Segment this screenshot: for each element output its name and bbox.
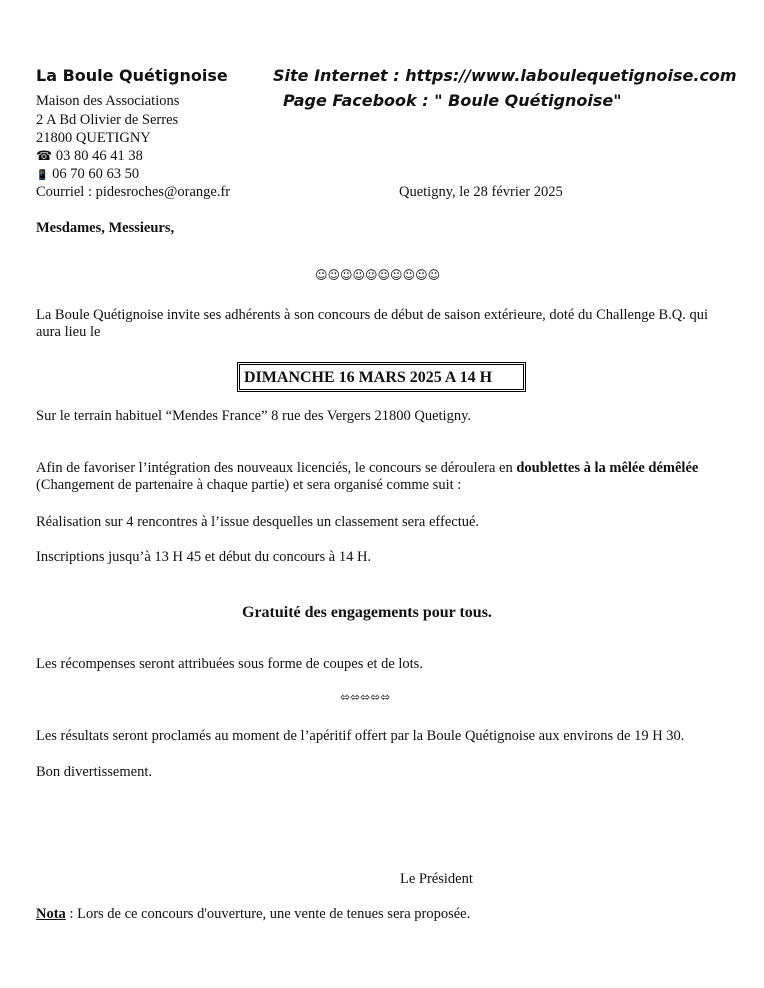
format-text-end: (Changement de partenaire à chaque partie) et sera organisé comme suit : bbox=[36, 477, 462, 493]
address-line-2: 2 A Bd Olivier de Serres bbox=[36, 112, 179, 128]
format-paragraph bbox=[36, 460, 736, 494]
date-line: Quetigny, le 28 février 2025 bbox=[399, 184, 563, 200]
org-name: La Boule Quétignoise bbox=[36, 66, 228, 85]
mobile-icon: 📱 bbox=[36, 170, 49, 181]
signature: Le Président bbox=[400, 871, 473, 887]
phone-icon: ☎ bbox=[36, 149, 53, 164]
location-paragraph: Sur le terrain habituel “Mendes France” 8 rue des Vergers 21800 Quetigny. bbox=[36, 408, 472, 424]
facebook-line: Page Facebook : " Boule Quétignoise" bbox=[283, 91, 622, 110]
email-line: Courriel : pidesroches@orange.fr bbox=[36, 184, 231, 200]
rounds-paragraph: Réalisation sur 4 rencontres à l’issue desquelles un classement sera effectué. bbox=[36, 514, 480, 530]
event-date-box bbox=[237, 362, 526, 392]
phone-row bbox=[36, 148, 143, 165]
website-line: Site Internet : https://www.lab​oulequetignoise.com bbox=[273, 66, 737, 85]
mobile-row bbox=[36, 166, 139, 183]
format-text-bold: doublettes à la mêlée démêlée bbox=[516, 460, 699, 476]
free-entry-heading: Gratuité des engagements pour tous. bbox=[242, 604, 492, 621]
address-line-3: 21800 QUETIGNY bbox=[36, 130, 151, 146]
intro-paragraph: La Boule Quétignoise invite ses adhérents à son concours de début de saison extérieure, doté du Challenge B.Q. qui aura lieu le bbox=[36, 307, 709, 340]
arrows-divider: ⬄⬄⬄⬄⬄ bbox=[340, 690, 391, 704]
format-text-start: Afin de favoriser l’intégration des nouveaux licenciés, le concours se déroulera en bbox=[36, 460, 517, 476]
address-line-1: Maison des Associations bbox=[36, 93, 180, 109]
nota-text: : Lors de ce concours d'ouverture, une vente de tenues sera proposée. bbox=[65, 906, 471, 922]
registration-paragraph: Inscriptions jusqu’à 13 H 45 et début du concours à 14 H. bbox=[36, 549, 372, 565]
nota-label: Nota bbox=[36, 906, 66, 922]
results-paragraph: Les résultats seront proclamés au moment de l’apéritif offert par la Boule Quétignoise aux environs de 19 H 30. bbox=[36, 728, 685, 744]
rewards-paragraph: Les récompenses seront attribuées sous forme de coupes et de lots. bbox=[36, 656, 423, 672]
event-date: DIMANCHE 16 MARS 2025 A 14 H bbox=[244, 369, 493, 386]
smiley-divider: ☺☺☺☺☺☺☺☺☺☺ bbox=[315, 268, 441, 282]
mobile-number: 06 70 60 63 50 bbox=[52, 166, 140, 182]
phone-number: 03 80 46 41 38 bbox=[55, 148, 143, 164]
closing-line: Bon divertissement. bbox=[36, 764, 152, 780]
salutation: Mesdames, Messieurs, bbox=[36, 220, 175, 236]
nota-line bbox=[36, 906, 470, 923]
